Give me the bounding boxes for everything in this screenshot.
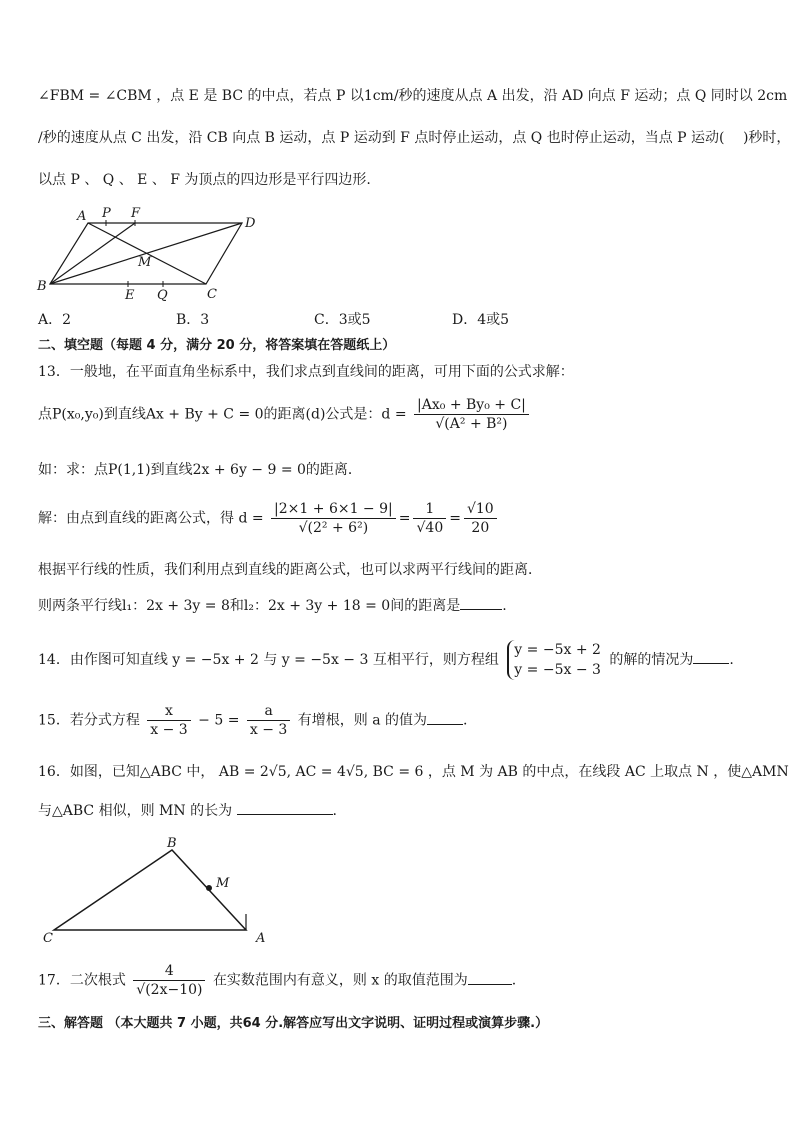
- q16-line-1: 16．如图，已知△ABC 中， AB = 2√5, AC = 4√5, BC = 6 ，点 M 为 AB 的中点，在线段 AC 上取点 N ，使△AMN: [38, 764, 789, 780]
- q17-fraction: [133, 962, 205, 999]
- label-Q: Q: [157, 288, 168, 303]
- q16-answer-blank[interactable]: [237, 800, 333, 815]
- q13-solution-line: 解：由点到直线的距离公式，得 d = $\frac{|2\times 1 + 6\times 1 - 9|}{\text{√(2² + 6²)}}$ = $\frac{1}{√40}$ = $\frac{√10}{20}$: [38, 500, 500, 537]
- q14-text: 14．由作图可知直线 y = −5x + 2 与 y = −5x − 3 互相平行，则方程组: [38, 652, 499, 668]
- q14-suffix: 的解的情况为: [609, 652, 694, 668]
- q15-den-2: x − 3: [249, 722, 288, 738]
- q13-solution-fraction-1: [271, 500, 396, 537]
- label-C: C: [43, 931, 53, 946]
- label-P: P: [102, 206, 111, 221]
- q15-line: 15．若分式方程 $\frac{x}{x - 3}$ − 5 = $\frac{a}{x - 3}$ 有增根，则 a 的值为 .: [38, 703, 468, 738]
- label-B: B: [37, 279, 47, 294]
- q13-formula-prefix: 点P(x₀,y₀)到直线Ax + By + C = 0的距离(d)公式是：d =: [38, 406, 407, 423]
- sol-num-3: √10: [464, 500, 497, 519]
- q16-line-2: 与△ABC 相似，则 MN 的长为: [38, 803, 233, 819]
- q15-mid: − 5 =: [198, 712, 240, 729]
- q13-answer-blank[interactable]: [460, 595, 502, 610]
- q15-suffix: 有增根，则 a 的值为: [297, 712, 428, 729]
- section-2-title: 二、填空题（每题 4 分，满分 20 分，将答案填在答题纸上）: [38, 338, 396, 353]
- q15-num-1: x: [147, 702, 190, 721]
- label-C: C: [207, 287, 217, 302]
- q12-line-1: ∠FBM = ∠CBM ，点 E 是 BC 的中点，若点 P 以1cm/秒的速度从点 A 出发，沿 AD 向点 F 运动；点 Q 同时以 2cm: [38, 88, 788, 104]
- section-3-title: 三、解答题 （本大题共 7 小题，共64 分.解答应写出文字说明、证明过程或演算步骤.）: [38, 1016, 549, 1031]
- q15-fraction-1: [147, 702, 190, 739]
- q14-equation-system: [507, 640, 601, 680]
- sol-num-1: |2×1 + 6×1 − 9|: [271, 500, 396, 519]
- label-A: A: [77, 209, 87, 224]
- q17-den: √(2x−10): [136, 982, 203, 998]
- q13-question: 则两条平行线l₁：2x + 3y = 8和l₂：2x + 3y + 18 = 0间的距离是: [38, 598, 461, 614]
- q17-num: 4: [133, 962, 205, 981]
- sol-den-3: 20: [471, 520, 490, 536]
- q17-suffix: 在实数范围内有意义，则 x 的取值范围为: [212, 972, 468, 989]
- sol-den-2: √40: [416, 520, 444, 536]
- option-b: B．3: [176, 312, 210, 328]
- label-M: M: [216, 876, 230, 891]
- q16-triangle-figure: [36, 832, 286, 948]
- q13-formula-fraction: [414, 396, 529, 433]
- q13-solution-fraction-2: [413, 500, 446, 537]
- label-E: E: [125, 288, 135, 303]
- q12-line-2: /秒的速度从点 C 出发，沿 CB 向点 B 运动，点 P 运动到 F 点时停止运动，点 Q 也时停止运动，当点 P 运动( )秒时，: [38, 130, 791, 146]
- option-a: A．2: [38, 312, 72, 328]
- q14-line: 14．由作图可知直线 y = −5x + 2 与 y = −5x − 3 互相平行，则方程组 y = −5x + 2 y = −5x − 3 的解的情况为 .: [38, 642, 734, 678]
- option-c: C．3或5: [314, 312, 371, 328]
- label-A: A: [256, 931, 266, 946]
- q15-answer-blank[interactable]: [427, 710, 463, 725]
- q15-num-2: a: [247, 702, 290, 721]
- q13-formula-denominator: √(A² + B²): [435, 416, 508, 432]
- q12-parallelogram-figure: [30, 200, 270, 308]
- q13-intro: 13．一般地，在平面直角坐标系中，我们求点到直线间的距离，可用下面的公式求解：: [38, 364, 574, 380]
- sol-den-1: √(2² + 6²): [298, 520, 369, 536]
- q17-prefix: 17．二次根式: [38, 972, 126, 989]
- q13-formula-line: [38, 396, 532, 433]
- q14-eq1: y = −5x + 2: [514, 642, 601, 658]
- sol-num-2: 1: [413, 500, 446, 519]
- q17-answer-blank[interactable]: [468, 970, 512, 985]
- q14-answer-blank[interactable]: [693, 649, 729, 664]
- q12-line-3: 以点 P 、 Q 、 E 、 F 为顶点的四边形是平行四边形.: [38, 172, 371, 188]
- q13-example: 如：求：点P(1,1)到直线2x + 6y − 9 = 0的距离．: [38, 462, 362, 478]
- label-D: D: [245, 216, 256, 231]
- q13-solution-prefix: 解：由点到直线的距离公式，得 d =: [38, 510, 264, 527]
- q13-solution-fraction-3: [464, 500, 497, 537]
- q14-eq2: y = −5x − 3: [514, 662, 601, 678]
- label-M: M: [138, 255, 152, 270]
- q15-prefix: 15．若分式方程: [38, 712, 140, 729]
- q17-line: 17．二次根式 $\frac{4}{√(2x-10)}$ 在实数范围内有意义，则 x 的取值范围为 .: [38, 963, 517, 998]
- q13-note: 根据平行线的性质，我们利用点到直线的距离公式，也可以求两平行线间的距离．: [38, 562, 542, 578]
- label-B: B: [167, 836, 177, 851]
- q13-question-line: 则两条平行线l₁：2x + 3y = 8和l₂：2x + 3y + 18 = 0间的距离是 .: [38, 595, 507, 616]
- option-d: D．4或5: [452, 312, 510, 328]
- q12-options: [38, 310, 590, 330]
- q15-den-1: x − 3: [150, 722, 188, 738]
- q15-fraction-2: [247, 702, 290, 739]
- q13-formula-numerator: |Ax₀ + By₀ + C|: [414, 396, 529, 415]
- label-F: F: [131, 206, 141, 221]
- q16-line-2-wrap: 与△ABC 相似，则 MN 的长为 .: [38, 800, 337, 821]
